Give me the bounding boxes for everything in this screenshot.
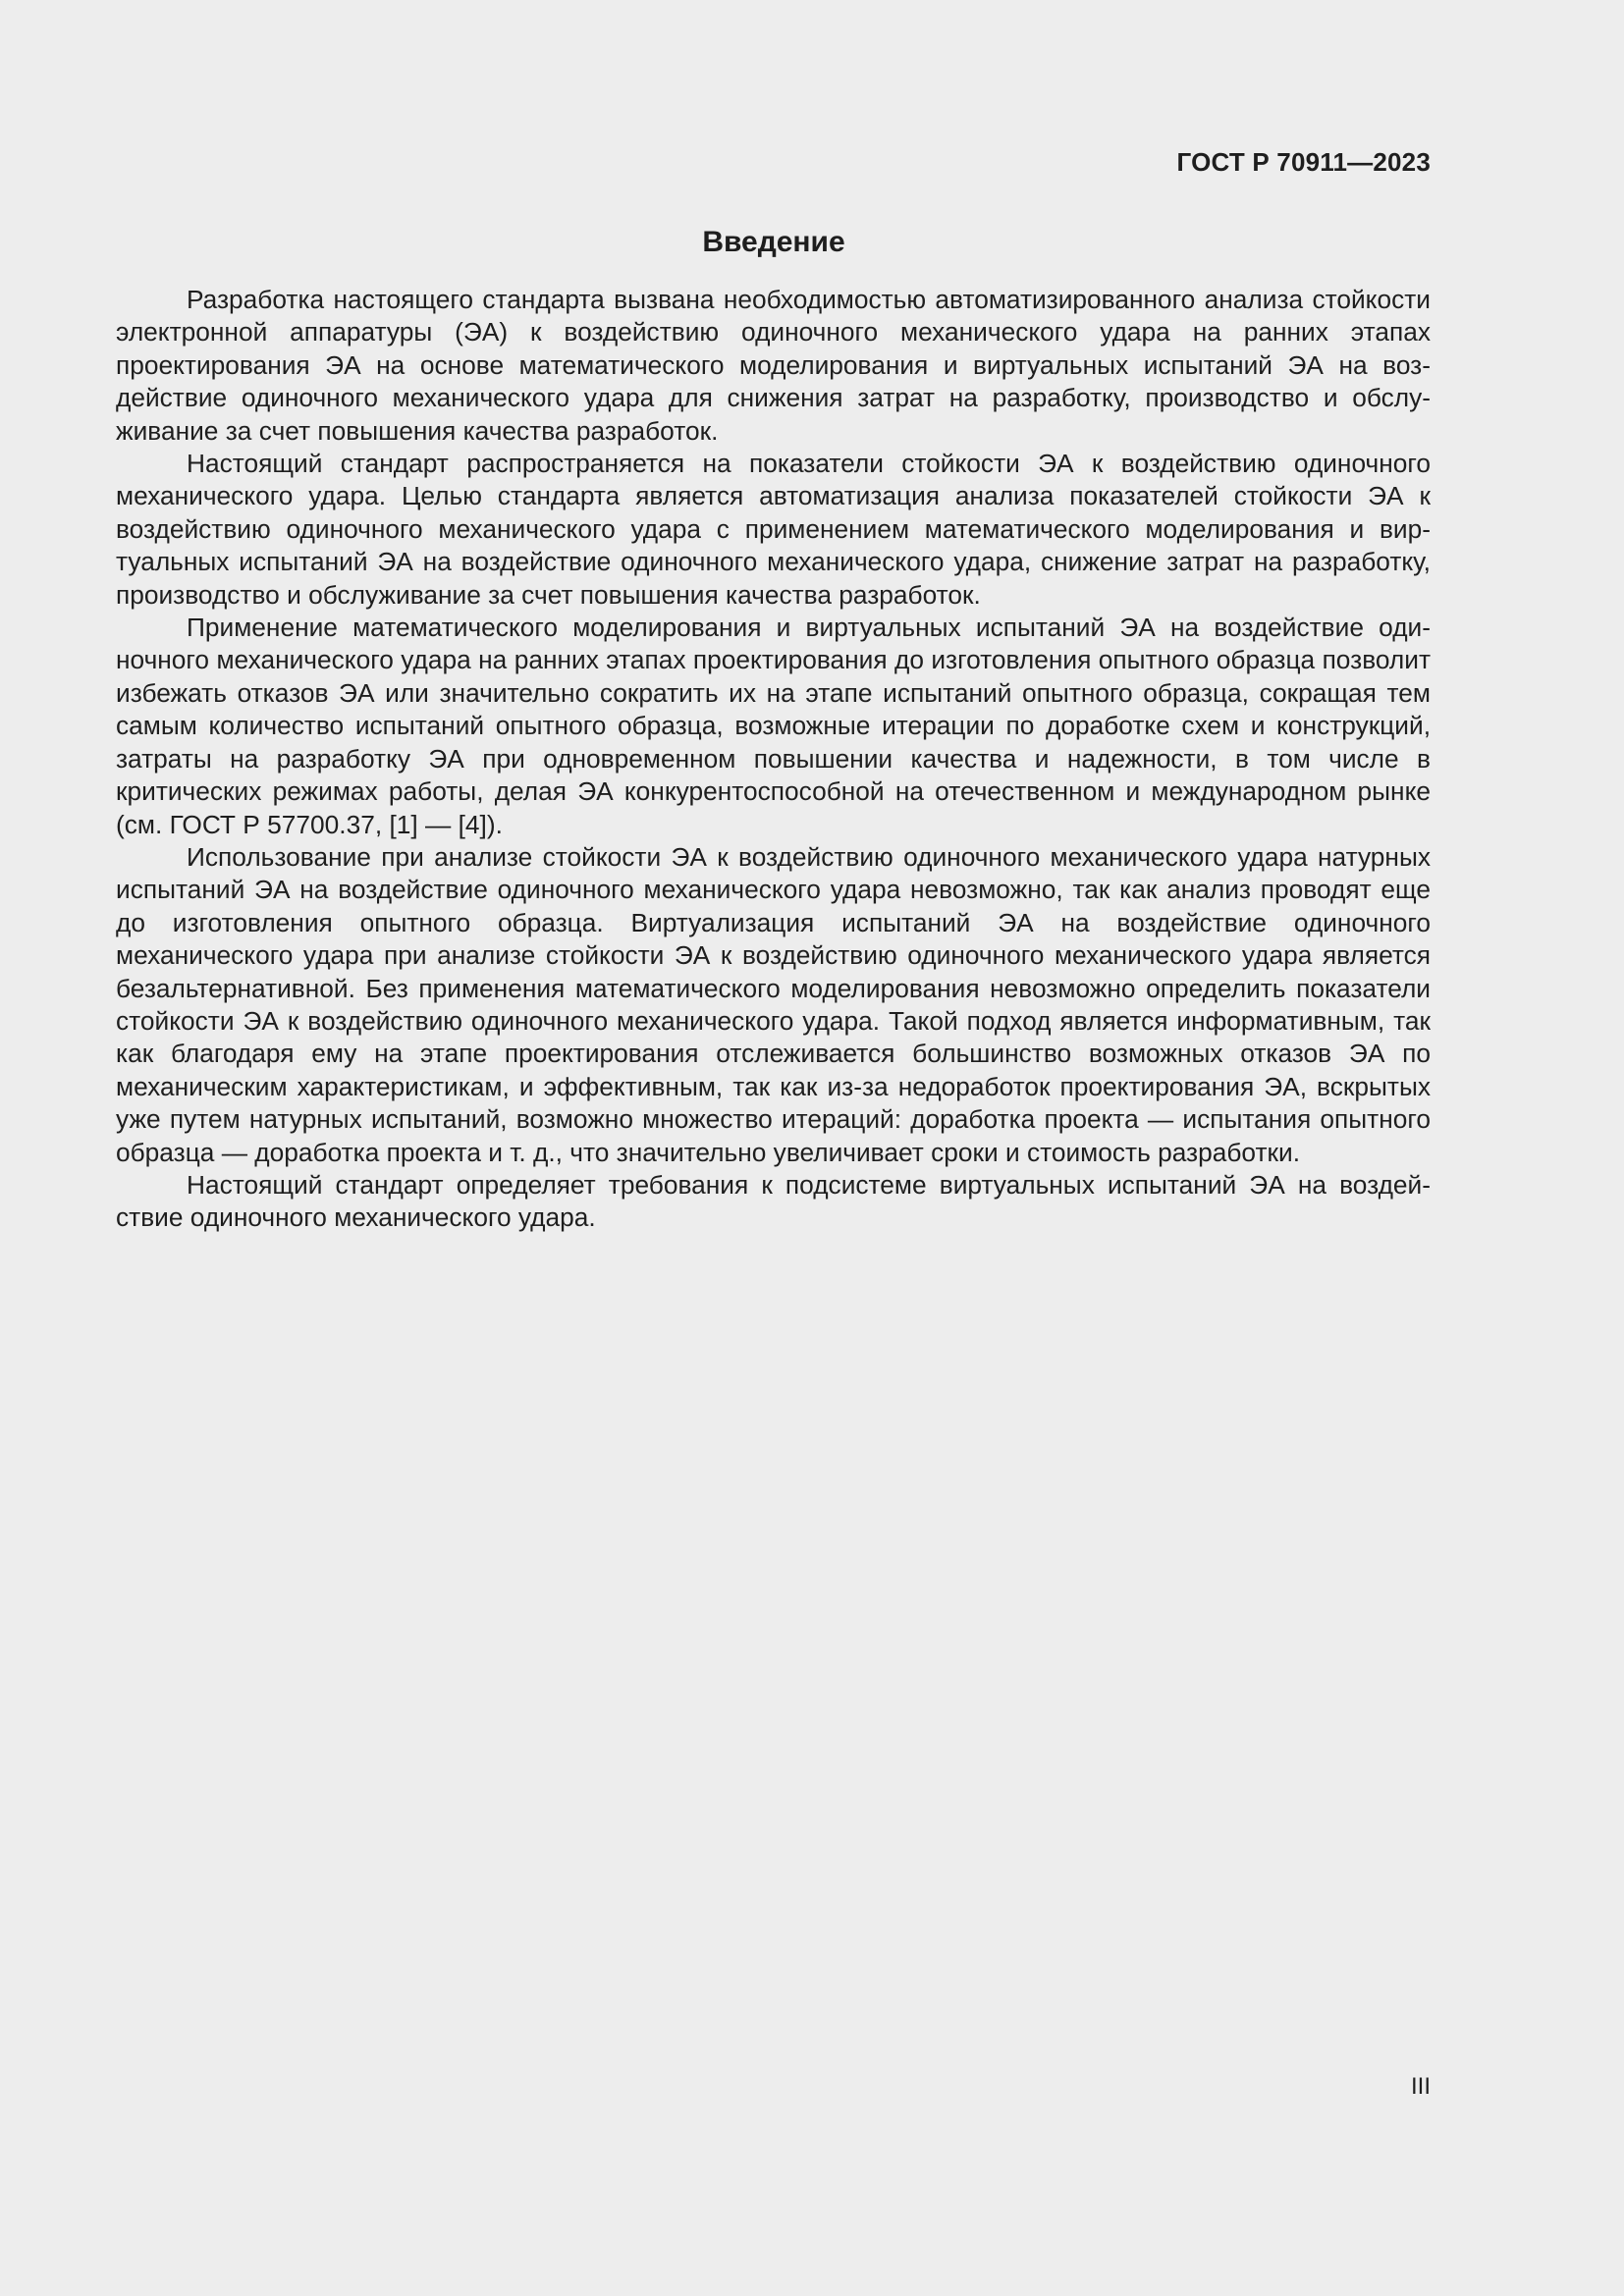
paragraph: Разработка настоящего стандарта вызвана необходимостью автоматизированного анализа стойкости электронной аппаратуры (ЭА) к воздействию одиночного механического удара на ранних этапах проектирования ЭА на основе математического моделирования и виртуальных испытаний ЭА на воздействие одиночного механического удара для снижения затрат на разработку, производство и обслуживание за счет повышения качества разработок. [116,285,1431,446]
paragraph: Использование при анализе стойкости ЭА к воздействию одиночного механического удара натурных испытаний ЭА на воздействие одиночного механического удара невозможно, так как анализ проводят еще до изготовления опытного образца. Виртуализация испытаний ЭА на воздействие одиночного механического удара при анализе стойкости ЭА к воздействию одиночного механического удара является безальтернативной. Без применения математического моделирования невозможно определить показатели стойкости ЭА к воздействию одиночного механического удара. Такой подход является информативным, так как благодаря ему на этапе проектирования отслеживается большинство возможных отказов ЭА по механическим характеристикам, и эффективным, так как из-за недоработок проектирования ЭА, вскрытых уже путем натурных испытаний, возможно множество итераций: доработка проекта — испытания опытного образца — доработка проекта и т. д., что значительно увеличивает сроки и стоимость разработки. [116,841,1431,1167]
page-number: III [1410,2073,1431,2100]
section-body [116,284,1431,1235]
paragraph: Настоящий стандарт определяет требования к подсистеме виртуальных испытаний ЭА на воздействие одиночного механического удара. [116,1169,1431,1233]
document-designation: ГОСТ Р 70911—2023 [1176,147,1431,177]
section-title: Введение [702,226,845,258]
paragraph: Применение математического моделирования и виртуальных испытаний ЭА на воздействие одиночного механического удара на ранних этапах проектирования до изготовления опытного образца позволит избежать отказов ЭА или значительно сократить их на этапе испытаний опытного образца, сокращая тем самым количество испытаний опытного образца, возможные итерации по доработке схем и конструкций, затраты на разработку ЭА при одновременном повышении качества и надежности, в том числе в критических режимах работы, делая ЭА конкурентоспособной на отечественном и международном рынке (см. ГОСТ Р 57700.37, [1] — [4]). [116,613,1431,839]
paragraph: Настоящий стандарт распространяется на показатели стойкости ЭА к воздействию одиночного механического удара. Целью стандарта является автоматизация анализа показателей стойкости ЭА к воздействию одиночного механического удара с применением математического моделирования и виртуальных испытаний ЭА на воздействие одиночного механического удара, снижение затрат на разработку, производство и обслуживание за счет повышения качества разработок. [116,449,1431,610]
